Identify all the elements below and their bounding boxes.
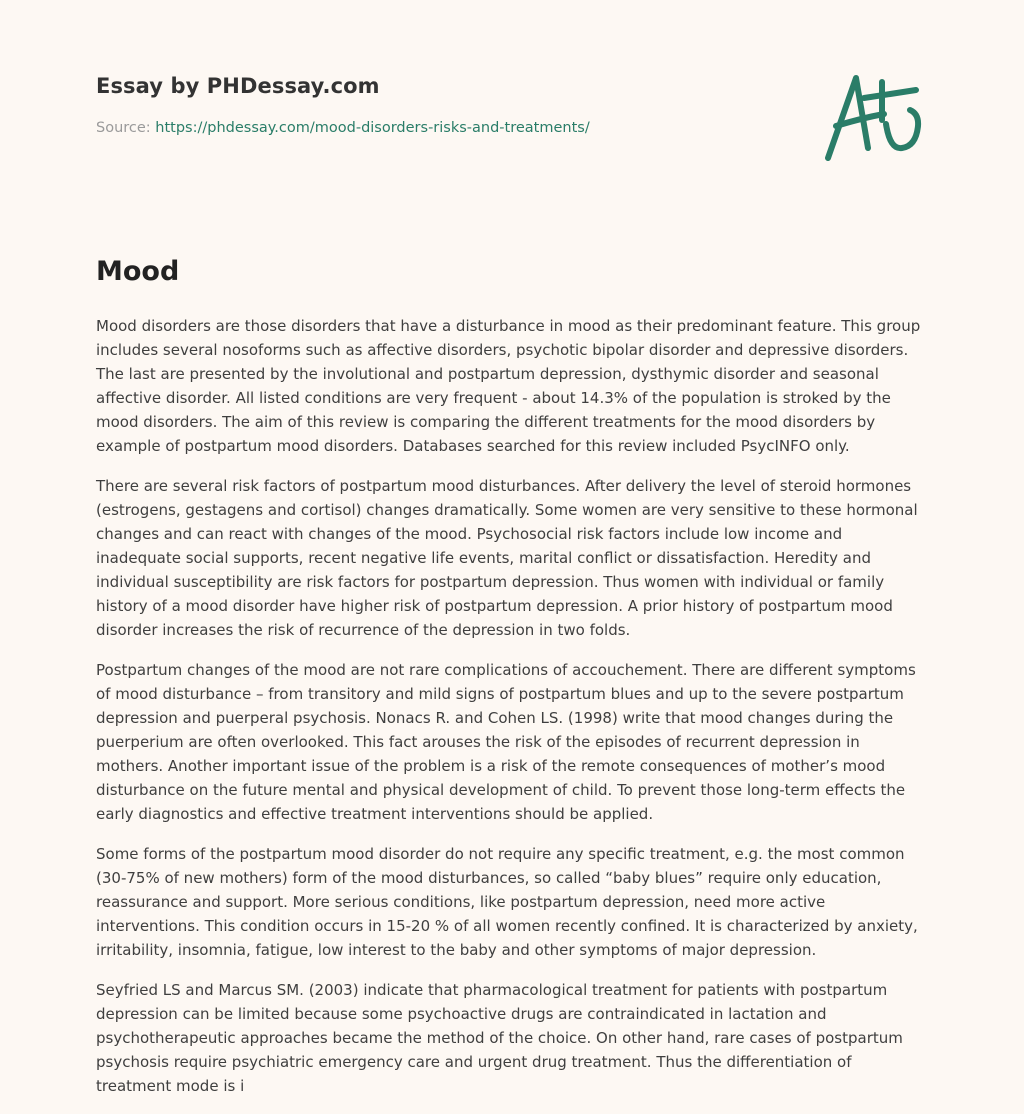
essay-body [96,314,928,1114]
essay-paragraph: There are several risk factors of postpartum mood disturbances. After delivery the level of steroid hormones (estrogens, gestagens and cortisol) changes dramatically. Some women are very sensitive to these hormonal changes and can react with changes of the mood. Psychosocial risk factors include low income and inadequate social supports, recent negative life events, marital conflict or dissatisfaction. Heredity and individual susceptibility are risk factors for postpartum depression. Thus women with individual or family history of a mood disorder have higher risk of postpartum depression. A prior history of postpartum mood disorder increases the risk of recurrence of the depression in two folds. [96,477,918,639]
essay-paragraph: Mood disorders are those disorders that have a disturbance in mood as their predominant feature. This group includes several nosoforms such as affective disorders, psychotic bipolar disorder and depressive disorders. The last are presented by the involutional and postpartum depression, dysthymic disorder and seasonal affective disorder. All listed conditions are very frequent - about 14.3% of the population is stroked by the mood disorders. The aim of this review is comparing the different treatments for the mood disorders by example of postpartum mood disorders. Databases searched for this review included PsycINFO only. [96,317,921,455]
essay-header [96,74,696,136]
source-link[interactable]: https://phdessay.com/mood-disorders-risks-and-treatments/ [155,120,590,136]
a-plus-logo-icon [818,64,928,168]
essay-title: Mood [96,256,180,287]
source-label: Source: [96,120,156,136]
brand-title: Essay by PHDessay.com [96,74,380,98]
essay-paragraph: Some forms of the postpartum mood disorder do not require any specific treatment, e.g. the most common (30-75% of new mothers) form of the mood disturbances, so called “baby blues” require only education, reassurance and support. More serious conditions, like postpartum depression, need more active interventions. This condition occurs in 15-20 % of all women recently confined. It is characterized by anxiety, irritability, insomnia, fatigue, low interest to the baby and other symptoms of major depression. [96,845,918,959]
essay-paragraph: Seyfried LS and Marcus SM. (2003) indicate that pharmacological treatment for patients with postpartum depression can be limited because some psychoactive drugs are contraindicated in lactation and psychotherapeutic approaches became the method of the choice. On other hand, rare cases of postpartum psychosis require psychiatric emergency care and urgent drug treatment. Thus the differentiation of treatment mode is i [96,981,903,1095]
source-line [96,120,696,136]
essay-paragraph: Postpartum changes of the mood are not rare complications of accouchement. There are different symptoms of mood disturbance – from transitory and mild signs of postpartum blues and up to the severe postpartum depression and puerperal psychosis. Nonacs R. and Cohen LS. (1998) write that mood changes during the puerperium are often overlooked. This fact arouses the risk of the episodes of recurrent depression in mothers. Another important issue of the problem is a risk of the remote consequences of mother’s mood disturbance on the future mental and physical development of child. To prevent those long-term effects the early diagnostics and effective treatment interventions should be applied. [96,661,916,823]
